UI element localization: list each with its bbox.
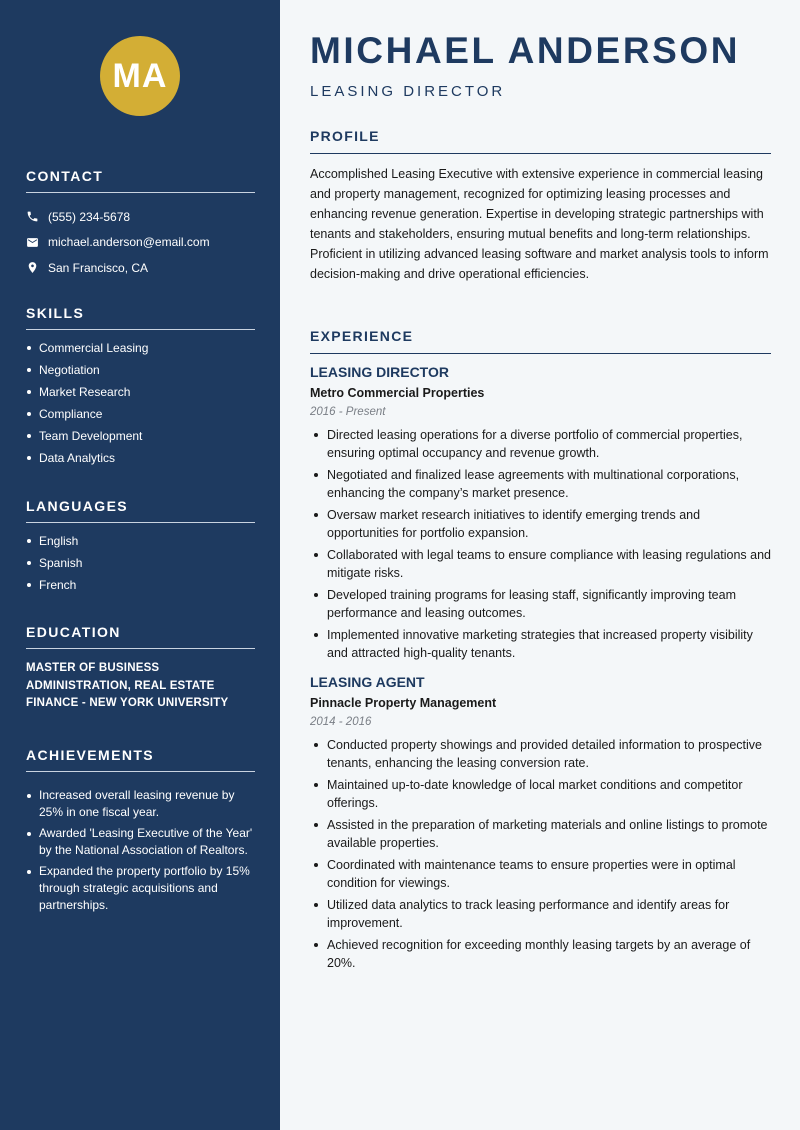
job-dates: 2016 - Present (310, 406, 386, 418)
contact-email (26, 230, 255, 256)
job-bullet: Directed leasing operations for a diverse portfolio of commercial properties, ensuring optimal occupancy and revenue growth. (310, 426, 771, 462)
contact-location (26, 255, 255, 281)
language-item: French (26, 578, 255, 592)
contact-heading: CONTACT (26, 168, 255, 193)
job-bullet: Utilized data analytics to track leasing performance and identify areas for improvement. (310, 896, 771, 932)
skills-heading: SKILLS (26, 305, 255, 330)
email-icon (26, 235, 48, 249)
achievements-list (26, 787, 255, 914)
profile-section (310, 128, 771, 284)
profile-heading: PROFILE (310, 128, 771, 154)
skill-item: Team Development (26, 429, 255, 443)
job-bullet: Coordinated with maintenance teams to ensure properties were in optimal condition for viewings. (310, 856, 771, 892)
education-degree: MASTER OF BUSINESS ADMINISTRATION, REAL ESTATE FINANCE - NEW YORK UNIVERSITY (26, 662, 229, 709)
achievements-heading: ACHIEVEMENTS (26, 747, 255, 772)
achievements-section (26, 747, 255, 918)
skill-item: Compliance (26, 407, 255, 421)
skills-section (26, 305, 255, 473)
contact-section (26, 168, 255, 281)
email-text[interactable]: michael.anderson@email.com (48, 235, 210, 250)
job-bullet: Collaborated with legal teams to ensure compliance with leasing regulations and mitigate risks. (310, 546, 771, 582)
sidebar (0, 0, 280, 1130)
job-bullets (310, 426, 771, 662)
language-item: English (26, 534, 255, 548)
education-heading: EDUCATION (26, 624, 255, 649)
phone-text[interactable]: (555) 234-5678 (48, 209, 131, 224)
candidate-role: LEASING DIRECTOR (310, 83, 506, 100)
job-dates: 2014 - 2016 (310, 716, 372, 728)
job-bullets (310, 736, 771, 972)
job-title: LEASING AGENT (310, 674, 425, 690)
avatar: MA (100, 36, 180, 116)
candidate-name: MICHAEL ANDERSON (310, 30, 741, 71)
job-bullet: Developed training programs for leasing staff, significantly improving team performance and leasing outcomes. (310, 586, 771, 622)
job-bullet: Negotiated and finalized lease agreements with multinational corporations, enhancing the company’s market presence. (310, 466, 771, 502)
job-bullet: Implemented innovative marketing strategies that increased property visibility and attracted high-quality tenants. (310, 626, 771, 662)
skill-item: Market Research (26, 385, 255, 399)
job-bullet: Assisted in the preparation of marketing materials and online listings to promote available properties. (310, 816, 771, 852)
experience-section (310, 328, 771, 976)
languages-list (26, 534, 255, 592)
skills-list (26, 341, 255, 465)
skill-item: Commercial Leasing (26, 341, 255, 355)
job-title: LEASING DIRECTOR (310, 364, 449, 380)
experience-heading: EXPERIENCE (310, 328, 771, 354)
skill-item: Data Analytics (26, 451, 255, 465)
contact-phone (26, 204, 255, 230)
job-company: Pinnacle Property Management (310, 696, 497, 710)
achievement-item: Increased overall leasing revenue by 25% in one fiscal year. (26, 787, 255, 821)
job-bullet: Maintained up-to-date knowledge of local market conditions and competitor offerings. (310, 776, 771, 812)
language-item: Spanish (26, 556, 255, 570)
job-entry (310, 364, 771, 662)
education-section (26, 624, 255, 713)
job-bullet: Conducted property showings and provided detailed information to prospective tenants, enhancing the leasing conversion rate. (310, 736, 771, 772)
achievement-item: Expanded the property portfolio by 15% through strategic acquisitions and partnerships. (26, 863, 255, 914)
languages-section (26, 498, 255, 600)
location-text: San Francisco, CA (48, 260, 149, 275)
languages-heading: LANGUAGES (26, 498, 255, 523)
job-bullet: Oversaw market research initiatives to identify emerging trends and opportunities for portfolio expansion. (310, 506, 771, 542)
job-entry (310, 674, 771, 972)
achievement-item: Awarded 'Leasing Executive of the Year' by the National Association of Realtors. (26, 825, 255, 859)
profile-text: Accomplished Leasing Executive with extensive experience in commercial leasing and property management, recognized for optimizing leasing processes and enhancing revenue generation. Expertise in developing strategic partnerships with tenants and stakeholders, ensuring mutual benefits and long-term relationships. Proficient in utilizing advanced leasing software and market analysis tools to inform decision-making and drive operational efficiencies. (310, 167, 769, 281)
job-bullet: Achieved recognition for exceeding monthly leasing targets by an average of 20%. (310, 936, 771, 972)
phone-icon (26, 210, 48, 224)
skill-item: Negotiation (26, 363, 255, 377)
job-company: Metro Commercial Properties (310, 386, 485, 400)
location-icon (26, 261, 48, 275)
